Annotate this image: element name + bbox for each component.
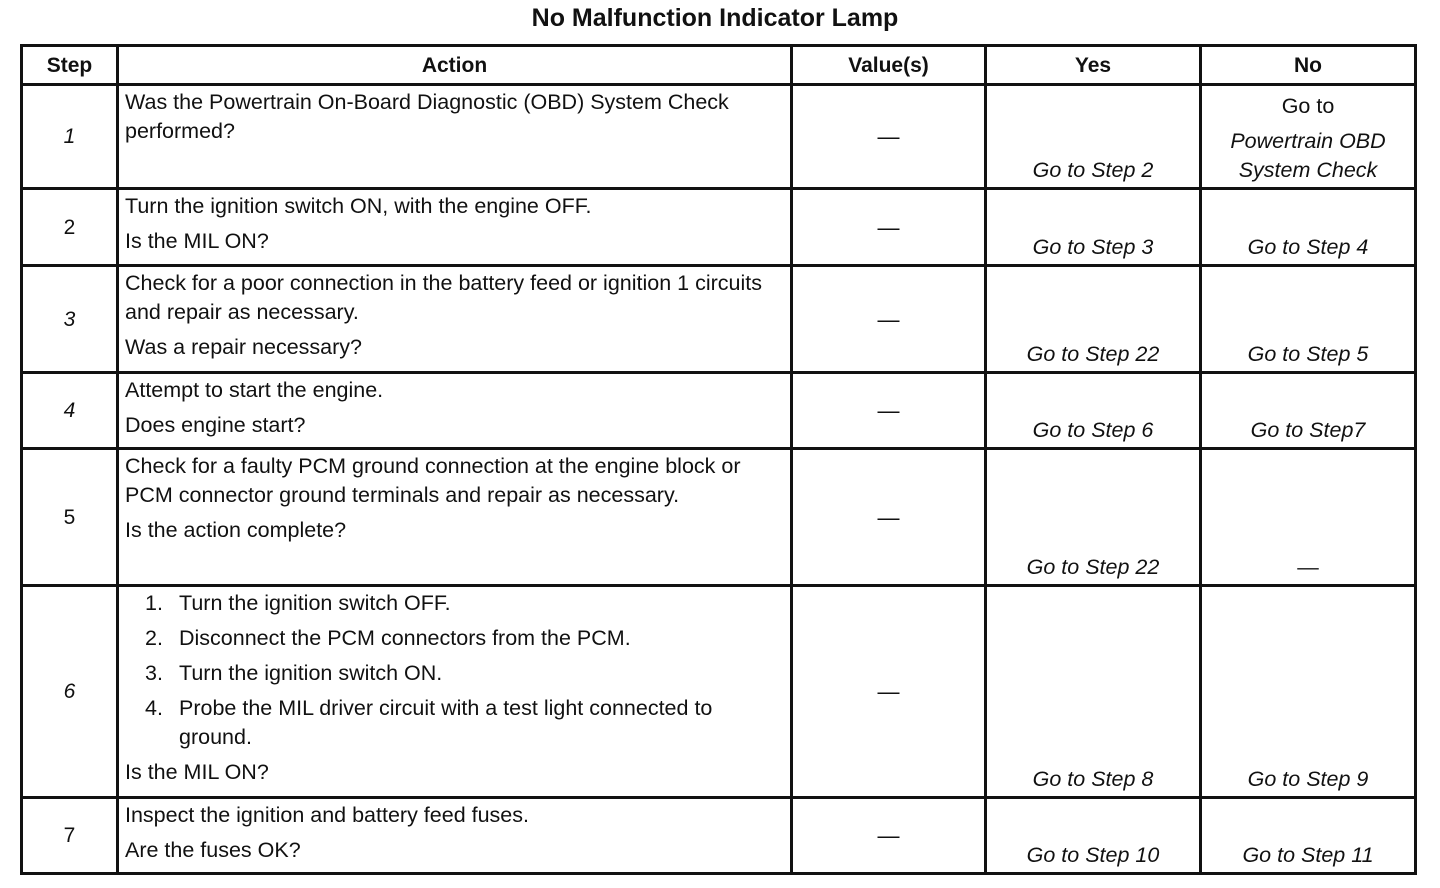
yes-cell: Go to Step 22 (986, 266, 1201, 373)
step-number: 4 (22, 373, 118, 449)
action-text: Check for a faulty PCM ground connection at the engine block or PCM connector ground terminals and repair as necessary. (125, 454, 741, 507)
action-cell (118, 85, 792, 189)
action-question: Is the action complete? (125, 518, 347, 542)
action-cell (118, 586, 792, 798)
no-cell: Go to Step 4 (1201, 189, 1416, 266)
header-yes: Yes (986, 46, 1201, 85)
step-number: 1 (22, 85, 118, 189)
action-question: Is the MIL ON? (125, 760, 269, 784)
header-step: Step (22, 46, 118, 85)
table-row (22, 266, 1416, 373)
header-no: No (1201, 46, 1416, 85)
table-row (22, 373, 1416, 449)
step-number: 3 (22, 266, 118, 373)
value-cell: — (792, 449, 986, 586)
value-cell: — (792, 189, 986, 266)
procedure-list (125, 589, 784, 752)
table-row (22, 85, 1416, 189)
action-question: Are the fuses OK? (125, 838, 301, 862)
no-cell (1201, 449, 1416, 586)
action-cell (118, 798, 792, 874)
list-item: 4. Probe the MIL driver circuit with a test light connected to ground. (145, 696, 713, 749)
header-row (22, 46, 1416, 85)
no-cell: Go to Step 11 (1201, 798, 1416, 874)
no-cell: Go to Step 5 (1201, 266, 1416, 373)
action-cell (118, 373, 792, 449)
no-cell: Go to Step7 (1201, 373, 1416, 449)
action-text: Inspect the ignition and battery feed fuses. (125, 803, 529, 827)
action-question: Was a repair necessary? (125, 335, 362, 359)
no-cell (1201, 85, 1416, 189)
no-prefix: Go to (1281, 94, 1335, 118)
yes-cell: Go to Step 8 (986, 586, 1201, 798)
diagnostic-table (20, 44, 1417, 875)
action-cell (118, 449, 792, 586)
action-cell (118, 266, 792, 373)
action-question: Does engine start? (125, 413, 306, 437)
list-item: 2. Disconnect the PCM connectors from the PCM. (145, 626, 631, 650)
table-row (22, 189, 1416, 266)
yes-cell: Go to Step 6 (986, 373, 1201, 449)
action-text: Was the Powertrain On-Board Diagnostic (OBD) System Check performed? (125, 90, 729, 143)
step-number: 2 (22, 189, 118, 266)
list-item: 1. Turn the ignition switch OFF. (145, 591, 451, 615)
step-number: 7 (22, 798, 118, 874)
yes-cell: Go to Step 3 (986, 189, 1201, 266)
yes-cell: Go to Step 22 (986, 449, 1201, 586)
no-dash: — (1297, 555, 1319, 579)
action-text: Attempt to start the engine. (125, 378, 384, 402)
value-cell: — (792, 798, 986, 874)
step-number: 5 (22, 449, 118, 586)
value-cell: — (792, 85, 986, 189)
action-text: Check for a poor connection in the battery feed or ignition 1 circuits and repair as necessary. (125, 271, 762, 324)
no-cell: Go to Step 9 (1201, 586, 1416, 798)
table-row (22, 449, 1416, 586)
list-item: 3. Turn the ignition switch ON. (145, 661, 443, 685)
page-title: No Malfunction Indicator Lamp (531, 4, 899, 32)
table-row (22, 798, 1416, 874)
value-cell: — (792, 266, 986, 373)
action-question: Is the MIL ON? (125, 229, 269, 253)
table-row (22, 586, 1416, 798)
action-text: Turn the ignition switch ON, with the engine OFF. (125, 194, 592, 218)
yes-cell: Go to Step 10 (986, 798, 1201, 874)
value-cell: — (792, 586, 986, 798)
header-action: Action (118, 46, 792, 85)
yes-cell: Go to Step 2 (986, 85, 1201, 189)
step-number: 6 (22, 586, 118, 798)
header-values: Value(s) (792, 46, 986, 85)
no-target: Powertrain OBD System Check (1230, 129, 1386, 182)
value-cell: — (792, 373, 986, 449)
action-cell (118, 189, 792, 266)
